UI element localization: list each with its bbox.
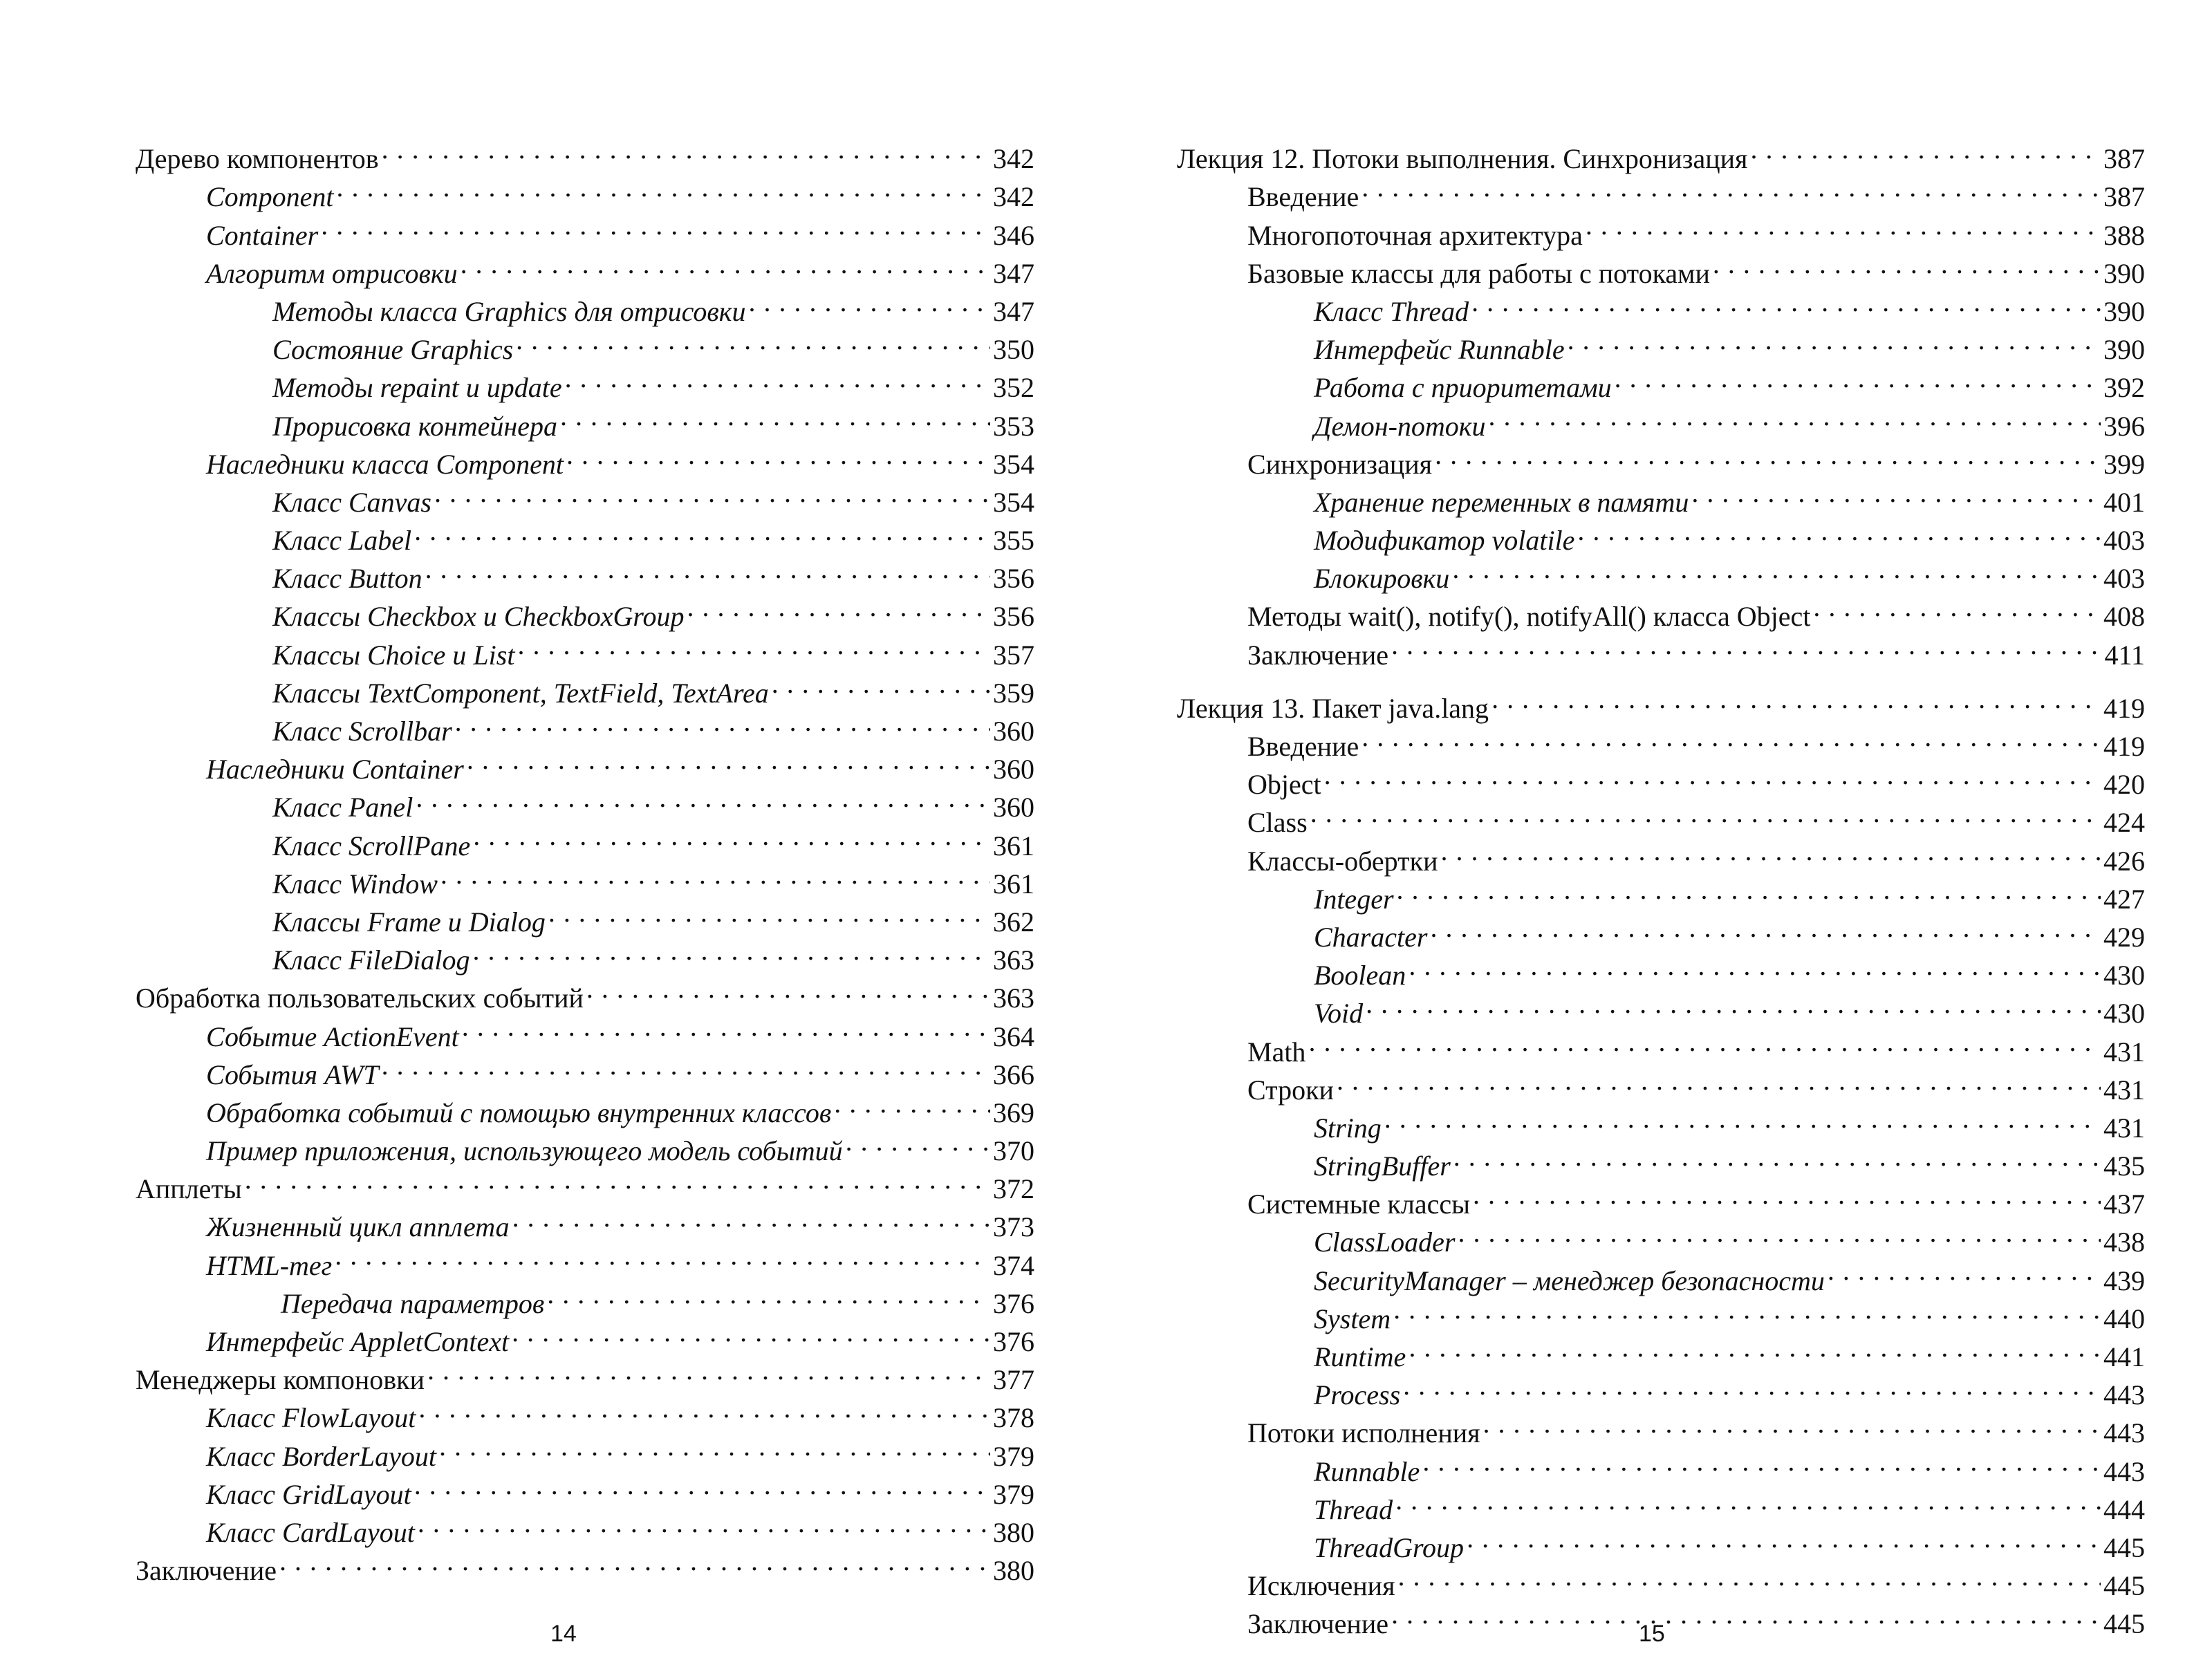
toc-entry-title: Class: [1247, 807, 1308, 839]
dot-leader: [1361, 718, 2101, 756]
dot-leader: [245, 1160, 990, 1198]
dot-leader: [1458, 1213, 2101, 1251]
toc-entry-title: Лекция 13. Пакет java.lang: [1177, 692, 1489, 724]
dot-leader: [1393, 1290, 2101, 1328]
toc-entry-title: Класс Thread: [1314, 295, 1469, 327]
toc-entry-page: 403: [2103, 525, 2145, 557]
page-number-left: 14: [550, 1621, 577, 1647]
toc-entry-page: 437: [2103, 1188, 2145, 1220]
dot-leader: [418, 1504, 990, 1542]
dot-leader: [473, 931, 990, 969]
toc-entry-title: Алгоритм отрисовки: [206, 257, 458, 289]
dot-leader: [834, 1084, 990, 1122]
toc-entry-title: Многопоточная архитектура: [1247, 219, 1583, 251]
toc-entry-page: 346: [993, 219, 1034, 251]
toc-entry-title: Integer: [1314, 883, 1394, 915]
toc-entry-page: 440: [2103, 1303, 2145, 1334]
toc-entry-title: Заключение: [1247, 1608, 1388, 1640]
toc-entry: [1177, 1061, 2145, 1106]
dot-leader: [748, 283, 990, 321]
toc-entry-page: 342: [993, 143, 1034, 175]
toc-entry-title: Классы Frame и Dialog: [272, 906, 546, 938]
toc-entry-title: Process: [1314, 1379, 1401, 1411]
dot-leader: [416, 779, 990, 817]
dot-leader: [418, 1389, 990, 1427]
toc-entry-title: Класс Window: [272, 868, 438, 899]
toc-entry-page: 362: [993, 906, 1034, 938]
dot-leader: [1366, 985, 2101, 1023]
dot-leader: [566, 436, 990, 474]
toc-entry-page: 380: [993, 1555, 1034, 1587]
toc-entry-page: 378: [993, 1402, 1034, 1434]
dot-leader: [547, 1275, 990, 1313]
toc-entry-title: Событие ActionEvent: [206, 1020, 459, 1052]
dot-leader: [1409, 947, 2101, 985]
toc-entry-title: Классы Checkbox и CheckboxGroup: [272, 601, 685, 633]
dot-leader: [548, 893, 990, 931]
toc-entry-title: Container: [206, 219, 319, 251]
toc-entry-title: Блокировки: [1314, 563, 1450, 595]
toc-entry-page: 353: [993, 410, 1034, 442]
dot-leader: [455, 702, 990, 740]
toc-entry: [136, 1313, 1034, 1357]
dot-leader: [1615, 359, 2101, 397]
toc-entry-title: Класс Button: [272, 563, 422, 595]
toc-entry-page: 372: [993, 1173, 1034, 1205]
toc-entry-title: Character: [1314, 921, 1428, 953]
toc-entry-title: System: [1314, 1303, 1391, 1334]
toc-entry-page: 390: [2103, 295, 2145, 327]
toc-entry: [136, 969, 1034, 1014]
toc-entry-page: 369: [993, 1097, 1034, 1128]
toc-entry-title: Работа с приоритетами: [1314, 372, 1612, 404]
toc-entry: [136, 436, 1034, 480]
toc-entry-title: Интерфейс AppletContext: [206, 1326, 510, 1357]
toc-entry-title: Строки: [1247, 1074, 1334, 1106]
dot-leader: [1577, 512, 2101, 550]
toc-entry-title: Потоки исполнения: [1247, 1417, 1480, 1449]
toc-entry: [136, 740, 1034, 785]
toc-entry-page: 366: [993, 1059, 1034, 1090]
toc-entry-title: Runtime: [1314, 1341, 1406, 1372]
dot-leader: [473, 817, 990, 855]
toc-entry-title: Класс GridLayout: [206, 1478, 411, 1510]
toc-entry: [136, 664, 1034, 709]
toc-entry-page: 444: [2103, 1493, 2145, 1525]
dot-leader: [560, 397, 990, 435]
toc-entry-title: Классы Choice и List: [272, 639, 515, 671]
dot-leader: [1310, 794, 2101, 832]
dot-leader: [516, 321, 990, 359]
toc-entry-title: Обработка пользовательских событий: [136, 982, 584, 1014]
toc-entry-title: Демон-потоки: [1314, 410, 1486, 442]
toc-entry-title: Лекция 12. Потоки выполнения. Синхронизация: [1177, 143, 1748, 175]
toc-entry-title: ClassLoader: [1314, 1227, 1456, 1258]
toc-entry-title: Math: [1247, 1036, 1306, 1068]
toc-entry: [136, 893, 1034, 938]
dot-leader: [1430, 908, 2101, 947]
toc-entry: [1177, 130, 2145, 175]
toc-entry-title: Boolean: [1314, 960, 1406, 991]
toc-entry-title: Runnable: [1314, 1455, 1420, 1487]
dot-leader: [439, 1427, 990, 1465]
toc-entry-page: 429: [2103, 921, 2145, 953]
toc-entry-page: 396: [2103, 410, 2145, 442]
toc-entry-title: Введение: [1247, 181, 1359, 213]
toc-entry: [136, 321, 1034, 366]
toc-entry-title: Методы wait(), notify(), notifyAll() класса Object: [1247, 601, 1811, 633]
toc-entry-title: Класс Scrollbar: [272, 716, 452, 747]
dot-leader: [1489, 397, 2101, 435]
toc-entry-title: Класс BorderLayout: [206, 1440, 436, 1472]
dot-leader: [512, 1313, 990, 1351]
toc-entry-page: 431: [2103, 1036, 2145, 1068]
toc-entry-page: 363: [993, 944, 1034, 976]
toc-entry-title: Дерево компонентов: [136, 143, 379, 175]
toc-entry-page: 435: [2103, 1150, 2145, 1182]
toc-entry-page: 430: [2103, 960, 2145, 991]
toc-entry-page: 379: [993, 1478, 1034, 1510]
toc-entry-title: Состояние Graphics: [272, 334, 514, 366]
dot-leader: [512, 1198, 990, 1236]
toc-entry-page: 356: [993, 601, 1034, 633]
dot-leader: [1337, 1061, 2101, 1099]
right-page: [1106, 0, 2212, 1678]
dot-leader: [1452, 550, 2101, 588]
toc-entry: [136, 626, 1034, 671]
toc-entry-title: Апплеты: [136, 1173, 242, 1205]
dot-leader: [1491, 680, 2101, 718]
dot-leader: [427, 1351, 990, 1389]
toc-entry-title: Класс Canvas: [272, 486, 431, 518]
dot-leader: [462, 1007, 990, 1045]
toc-entry-title: Наследники Container: [206, 754, 464, 785]
toc-entry-title: SecurityManager – менеджер безопасности: [1314, 1265, 1825, 1296]
dot-leader: [321, 206, 990, 244]
toc-entry-page: 390: [2103, 257, 2145, 289]
toc-entry-page: 347: [993, 257, 1034, 289]
dot-leader: [1471, 283, 2101, 321]
toc-entry-title: Класс Panel: [272, 792, 413, 823]
toc-entry: [136, 397, 1034, 442]
toc-entry-title: Методы класса Graphics для отрисовки: [272, 295, 746, 327]
toc-entry-title: Класс ScrollPane: [272, 830, 471, 861]
toc-entry-page: 390: [2103, 334, 2145, 366]
toc-entry: [136, 817, 1034, 861]
toc-entry-page: 370: [993, 1135, 1034, 1167]
toc-entry-title: Thread: [1314, 1493, 1393, 1525]
toc-entry-page: 445: [2103, 1531, 2145, 1563]
toc-entry: [136, 512, 1034, 557]
toc-entry-page: 354: [993, 448, 1034, 480]
toc-entry-title: Модификатор volatile: [1314, 525, 1575, 557]
toc-entry-title: Передача параметров: [281, 1287, 545, 1319]
toc-entry-page: 420: [2103, 769, 2145, 801]
dot-leader: [1453, 1137, 2101, 1175]
toc-entry-page: 355: [993, 525, 1034, 557]
toc-entry-page: 350: [993, 334, 1034, 366]
toc-entry-page: 401: [2103, 486, 2145, 518]
dot-leader: [440, 855, 990, 893]
toc-entry-page: 427: [2103, 883, 2145, 915]
toc-entry: [136, 588, 1034, 633]
dot-leader: [1435, 436, 2101, 474]
dot-leader: [1391, 626, 2102, 664]
toc-entry-title: Синхронизация: [1247, 448, 1433, 480]
toc-entry-title: Заключение: [136, 1555, 277, 1587]
dot-leader: [1397, 1557, 2101, 1595]
toc-entry-page: 347: [993, 295, 1034, 327]
toc-entry-page: 438: [2103, 1227, 2145, 1258]
dot-leader: [1813, 588, 2101, 626]
dot-leader: [1384, 1099, 2101, 1137]
toc-entry-page: 379: [993, 1440, 1034, 1472]
toc-entry-page: 387: [2103, 143, 2145, 175]
toc-entry-page: 426: [2103, 845, 2145, 877]
toc-entry-title: Наследники класса Component: [206, 448, 564, 480]
dot-leader: [1391, 1595, 2101, 1633]
toc-entry-title: События AWT: [206, 1059, 379, 1090]
toc-entry-page: 376: [993, 1287, 1034, 1319]
toc-entry-title: String: [1314, 1112, 1382, 1144]
toc-entry-title: Жизненный цикл апплета: [206, 1211, 510, 1243]
toc-entry: [136, 1160, 1034, 1205]
toc-entry-page: 342: [993, 181, 1034, 213]
toc-entry-page: 360: [993, 792, 1034, 823]
dot-leader: [467, 740, 990, 779]
toc-entry-page: 360: [993, 754, 1034, 785]
toc-entry-page: 373: [993, 1211, 1034, 1243]
toc-entry-page: 363: [993, 982, 1034, 1014]
toc-entry-page: 411: [2104, 639, 2145, 671]
toc-entry-title: Пример приложения, использующего модель событий: [206, 1135, 843, 1167]
toc-entry: [136, 855, 1034, 899]
toc-entry-title: StringBuffer: [1314, 1150, 1451, 1182]
dot-leader: [1361, 168, 2101, 206]
page-number-right: 15: [1639, 1621, 1665, 1647]
toc-entry-page: 387: [2103, 181, 2145, 213]
toc-entry-page: 376: [993, 1326, 1034, 1357]
toc-entry-title: Исключения: [1247, 1570, 1395, 1602]
toc-entry-page: 361: [993, 830, 1034, 861]
toc-entry-page: 374: [993, 1249, 1034, 1281]
dot-leader: [1713, 245, 2101, 283]
toc-entry-page: 388: [2103, 219, 2145, 251]
toc-entry: [1177, 1023, 2145, 1068]
toc-entry-title: Интерфейс Runnable: [1314, 334, 1565, 366]
toc-entry-title: Базовые классы для работы с потоками: [1247, 257, 1710, 289]
dot-leader: [1409, 1328, 2101, 1366]
table-of-contents-left: [136, 130, 1034, 1587]
dot-leader: [846, 1122, 990, 1160]
dot-leader: [425, 550, 990, 588]
toc-entry-page: 360: [993, 716, 1034, 747]
dot-leader: [336, 168, 990, 206]
toc-entry: [136, 550, 1034, 595]
toc-entry-page: 431: [2103, 1112, 2145, 1144]
toc-entry-title: Класс Label: [272, 525, 412, 557]
dot-leader: [1586, 206, 2101, 244]
dot-leader: [1473, 1175, 2101, 1213]
toc-entry-page: 361: [993, 868, 1034, 899]
toc-entry-page: 399: [2103, 448, 2145, 480]
dot-leader: [1467, 1519, 2101, 1557]
toc-entry-title: Методы repaint и update: [272, 372, 562, 404]
toc-entry-page: 352: [993, 372, 1034, 404]
toc-entry-title: Системные классы: [1247, 1188, 1470, 1220]
dot-leader: [382, 1046, 990, 1084]
toc-entry-page: 380: [993, 1516, 1034, 1548]
toc-entry-title: Классы-обертки: [1247, 845, 1438, 877]
toc-entry: [1177, 832, 2145, 877]
toc-entry: [136, 702, 1034, 747]
dot-leader: [279, 1542, 990, 1580]
toc-entry-page: 431: [2103, 1074, 2145, 1106]
toc-entry-page: 357: [993, 639, 1034, 671]
dot-leader: [687, 588, 990, 626]
toc-entry-page: 443: [2103, 1379, 2145, 1411]
toc-entry-title: Прорисовка контейнера: [272, 410, 557, 442]
toc-entry: [1177, 680, 2145, 724]
toc-entry-title: Класс FileDialog: [272, 944, 470, 976]
toc-entry-page: 419: [2103, 731, 2145, 762]
toc-entry-page: 419: [2103, 692, 2145, 724]
toc-entry-page: 364: [993, 1020, 1034, 1052]
dot-leader: [772, 664, 990, 702]
toc-entry-title: Класс CardLayout: [206, 1516, 415, 1548]
toc-entry-title: Void: [1314, 998, 1364, 1029]
toc-entry-page: 392: [2103, 372, 2145, 404]
toc-entry-page: 354: [993, 486, 1034, 518]
toc-entry: [136, 130, 1034, 175]
toc-entry-title: Менеджеры компоновки: [136, 1364, 425, 1396]
toc-entry-title: HTML-тег: [206, 1249, 333, 1281]
toc-entry-page: 430: [2103, 998, 2145, 1029]
dot-leader: [1403, 1366, 2101, 1404]
dot-leader: [1324, 756, 2101, 794]
dot-leader: [586, 969, 990, 1007]
dot-leader: [434, 474, 990, 512]
toc-entry-page: 445: [2103, 1570, 2145, 1602]
toc-entry-title: Обработка событий с помощью внутренних классов: [206, 1097, 832, 1128]
dot-leader: [1750, 130, 2101, 168]
dot-leader: [1483, 1404, 2101, 1442]
dot-leader: [1568, 321, 2101, 359]
toc-entry-title: Класс FlowLayout: [206, 1402, 416, 1434]
toc-entry: [136, 1198, 1034, 1243]
dot-leader: [1397, 870, 2101, 908]
toc-entry-title: Component: [206, 181, 334, 213]
dot-leader: [1422, 1442, 2101, 1480]
dot-leader: [1691, 474, 2101, 512]
dot-leader: [565, 359, 990, 397]
toc-entry-title: Классы TextComponent, TextField, TextArea: [272, 677, 769, 709]
toc-entry-page: 403: [2103, 563, 2145, 595]
toc-entry-title: ThreadGroup: [1314, 1531, 1465, 1563]
dot-leader: [517, 626, 990, 664]
dot-leader: [1395, 1481, 2101, 1519]
toc-entry-page: 445: [2103, 1608, 2145, 1640]
toc-entry-title: Хранение переменных в памяти: [1314, 486, 1689, 518]
toc-entry: [136, 931, 1034, 976]
toc-entry-title: Object: [1247, 769, 1321, 801]
toc-entry-title: Заключение: [1247, 639, 1388, 671]
dot-leader: [414, 1466, 990, 1504]
dot-leader: [335, 1236, 990, 1274]
toc-entry-title: Введение: [1247, 731, 1359, 762]
toc-entry-page: 377: [993, 1364, 1034, 1396]
toc-entry-page: 408: [2103, 601, 2145, 633]
toc-entry-page: 443: [2103, 1455, 2145, 1487]
dot-leader: [1308, 1023, 2101, 1061]
toc-entry-page: 424: [2103, 807, 2145, 839]
dot-leader: [1828, 1251, 2101, 1289]
dot-leader: [382, 130, 990, 168]
toc-entry-page: 443: [2103, 1417, 2145, 1449]
toc-entry-page: 356: [993, 563, 1034, 595]
toc-entry: [1177, 794, 2145, 839]
dot-leader: [1440, 832, 2101, 870]
dot-leader: [461, 245, 990, 283]
toc-entry-page: 441: [2103, 1341, 2145, 1372]
toc-entry-page: 439: [2103, 1265, 2145, 1296]
toc-entry: [136, 359, 1034, 404]
toc-entry-page: 359: [993, 677, 1034, 709]
dot-leader: [414, 512, 990, 550]
